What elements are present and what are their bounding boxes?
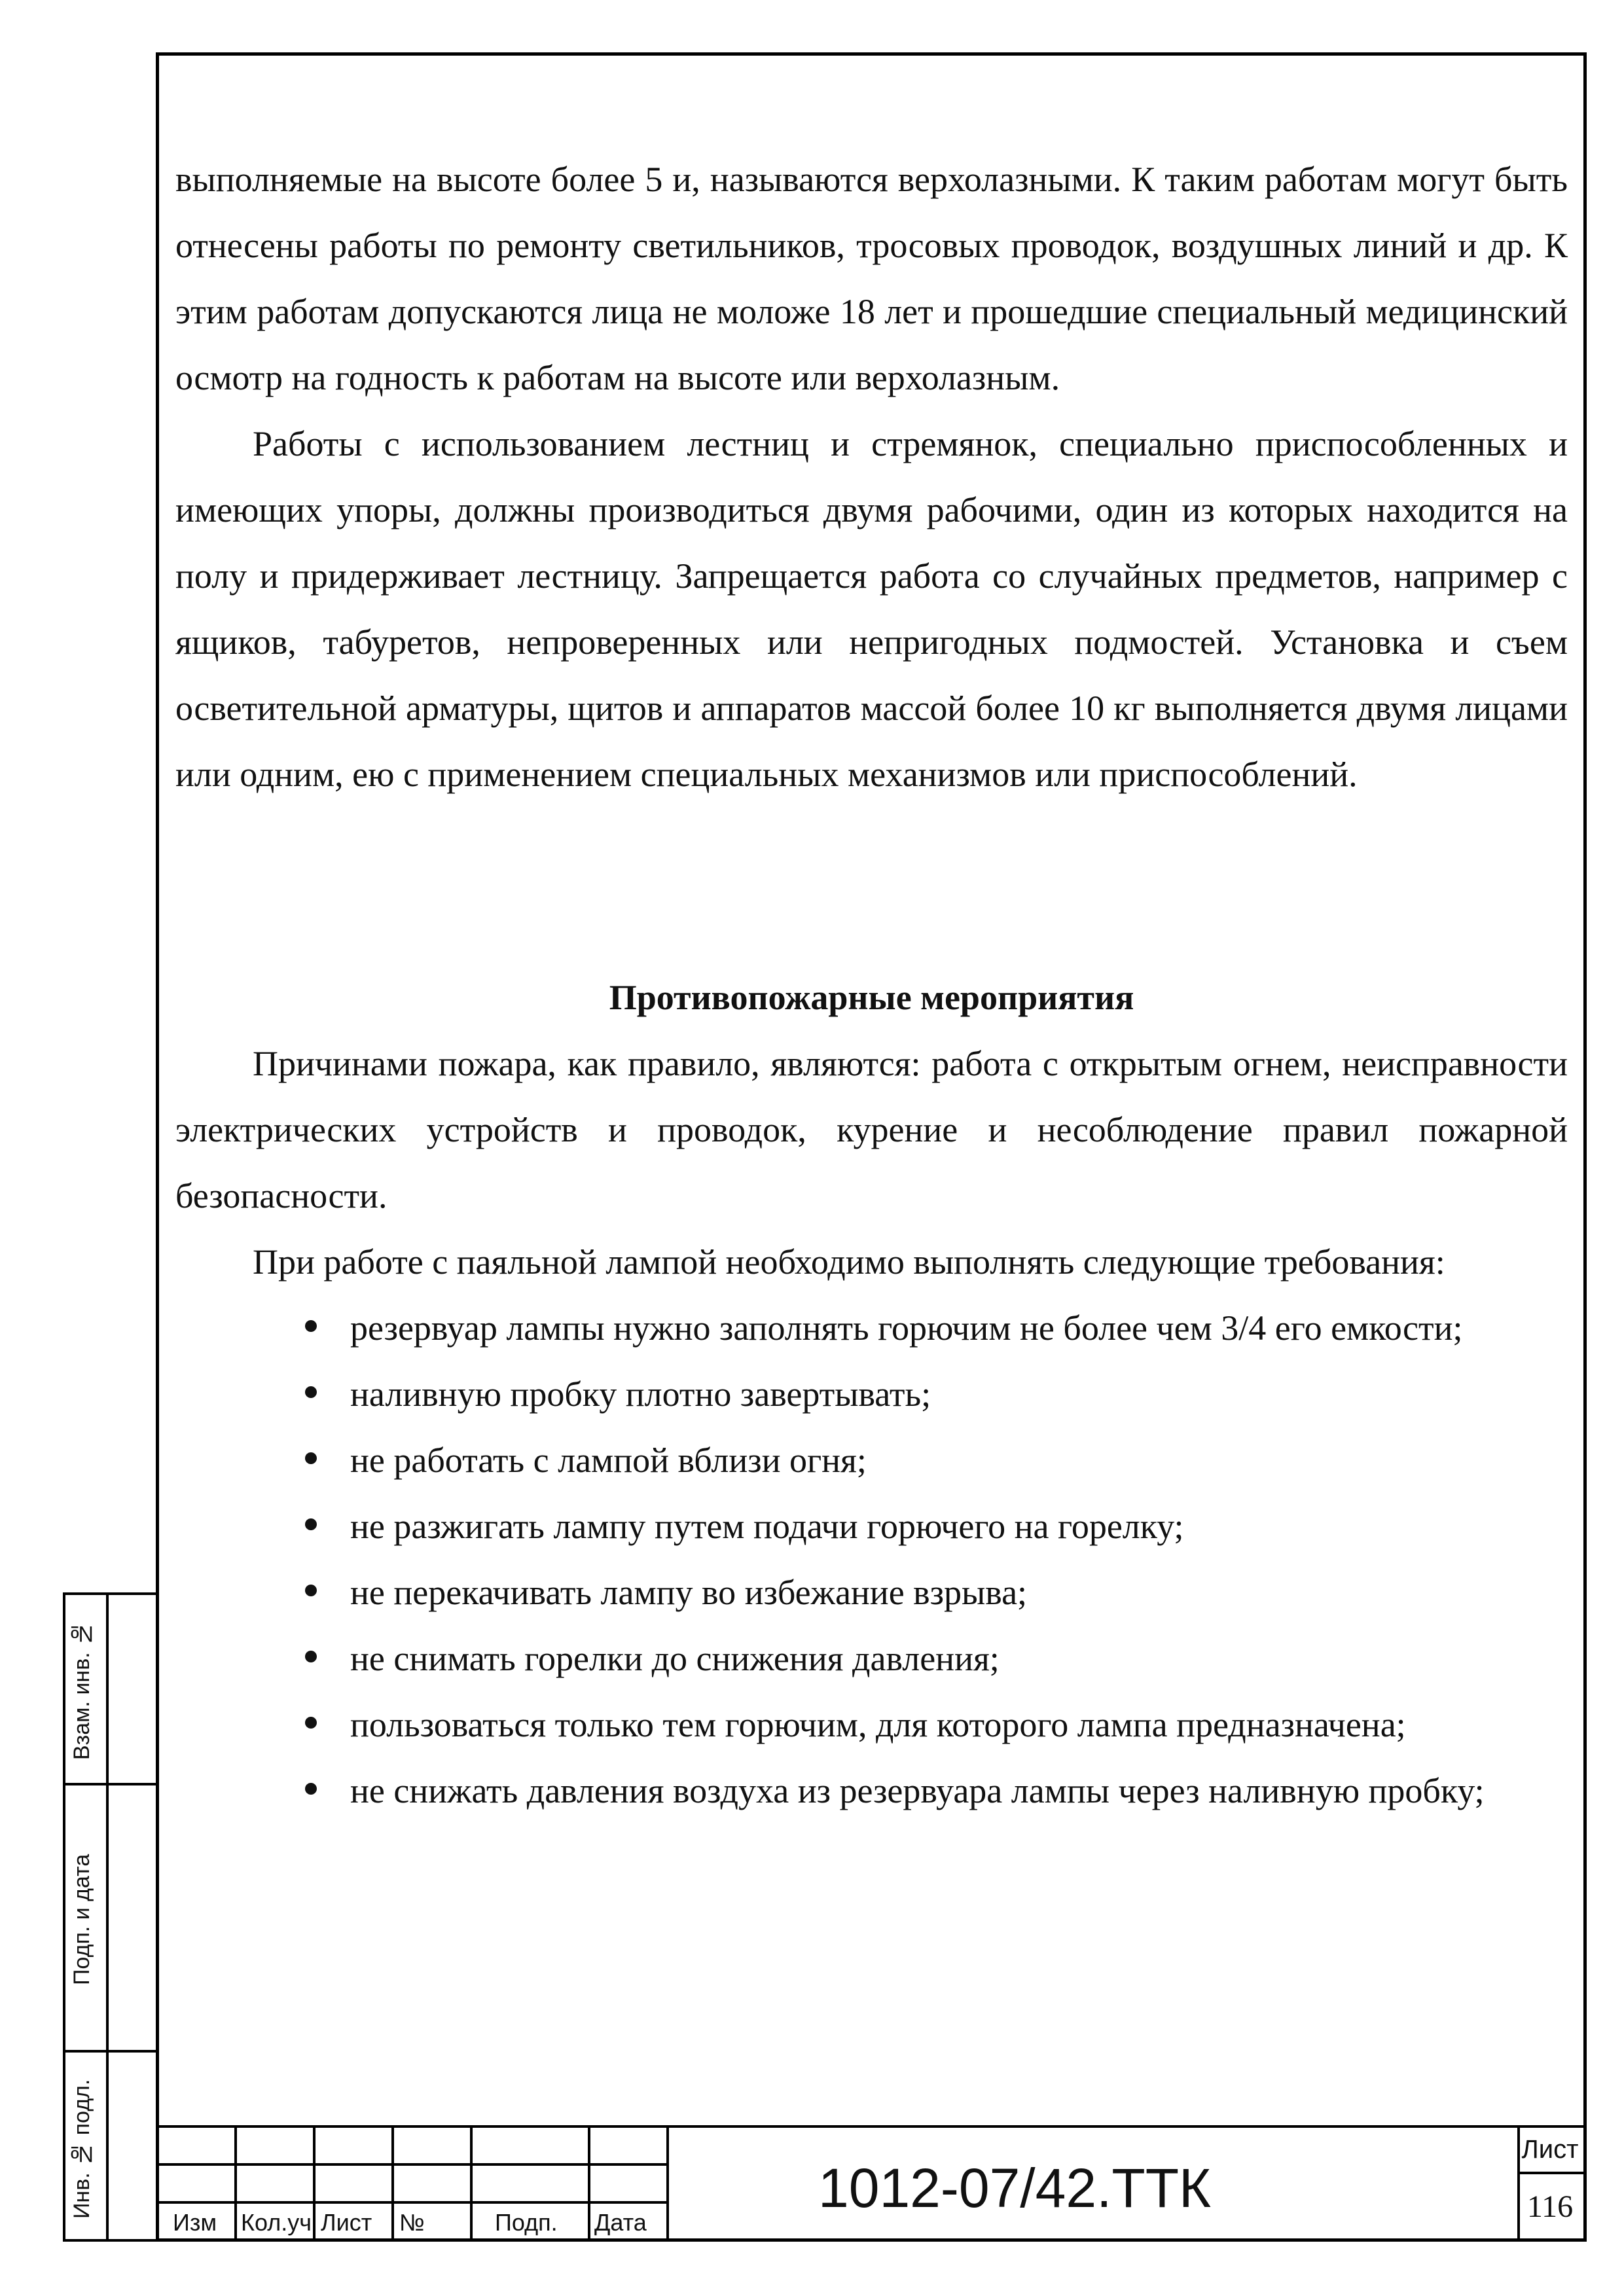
paragraph-3: Причинами пожара, как правило, являются: работа с открытым огнем, неисправности электрических устройств и проводок, курение и несоблюдение правил пожарной безопасности. (175, 1044, 1568, 1215)
list-item: резервуар лампы нужно заполнять горючим не более чем 3/4 его емкости; (175, 1295, 1568, 1361)
bullet-icon (305, 1717, 317, 1729)
margin-stamp-table (63, 1592, 156, 2242)
document-body (175, 147, 1568, 1824)
replacement-inventory-label: Взам. инв. № (69, 1621, 94, 1761)
paragraph-4: При работе с паяльной лампой необходимо выполнять следующие требования: (253, 1242, 1445, 1282)
paragraph-1: выполняемые на высоте более 5 и, называются верхолазными. К таким работам могут быть отнесены работы по ремонту светильников, тросовых проводок, воздушных линий и др. К этим работам допускаются лица не моложе 18 лет и прошедшие специальный медицинский осмотр на годность к работам на высоте или верхолазным. (175, 160, 1568, 397)
header-list: Лист (321, 2209, 372, 2236)
bullet-icon (305, 1783, 317, 1795)
signature-date-label: Подп. и дата (69, 1854, 94, 1986)
section-heading: Противопожарные мероприятия (609, 978, 1134, 1017)
list-item: пользоваться только тем горючим, для которого лампа предназначена; (175, 1692, 1568, 1758)
document-code: 1012-07/42.ТТК (818, 2157, 1211, 2219)
bullet-icon (305, 1320, 317, 1332)
list-item: не перекачивать лампу во избежание взрыва; (175, 1560, 1568, 1626)
paragraph-2: Работы с использованием лестниц и стремянок, специально приспособленных и имеющих упоры, должны производиться двумя рабочими, один из которых находится на полу и придерживает лестницу. Запрещается работа со случайных предметов, например с ящиков, табуретов, непроверенных или непригодных подмостей. Установка и съем осветительной арматуры, щитов и аппаратов массой более 10 кг выполняется двумя лицами или одним, ею с применением специальных механизмов или приспособлений. (175, 424, 1568, 794)
sheet-number: 116 (1526, 2189, 1574, 2224)
bullet-icon (305, 1518, 317, 1530)
bullet-icon (305, 1585, 317, 1596)
header-number: № (399, 2209, 425, 2236)
bullet-icon (305, 1386, 317, 1398)
list-item: не снижать давления воздуха из резервуара лампы через наливную пробку; (175, 1758, 1568, 1824)
header-kol-uch: Кол.уч (241, 2209, 312, 2236)
list-item: не работать с лампой вблизи огня; (175, 1427, 1568, 1494)
sheet-label: Лист (1521, 2135, 1579, 2164)
bullet-icon (305, 1651, 317, 1662)
header-podp: Подп. (495, 2209, 558, 2236)
bullet-icon (305, 1452, 317, 1464)
list-item: не снимать горелки до снижения давления; (175, 1626, 1568, 1692)
header-data: Дата (594, 2209, 647, 2236)
list-item: наливную пробку плотно завертывать; (175, 1361, 1568, 1427)
list-item: не разжигать лампу путем подачи горючего на горелку; (175, 1494, 1568, 1560)
header-izm: Изм (173, 2209, 217, 2236)
requirements-list (175, 1295, 1568, 1824)
original-inventory-label: Инв. № подл. (69, 2079, 94, 2219)
